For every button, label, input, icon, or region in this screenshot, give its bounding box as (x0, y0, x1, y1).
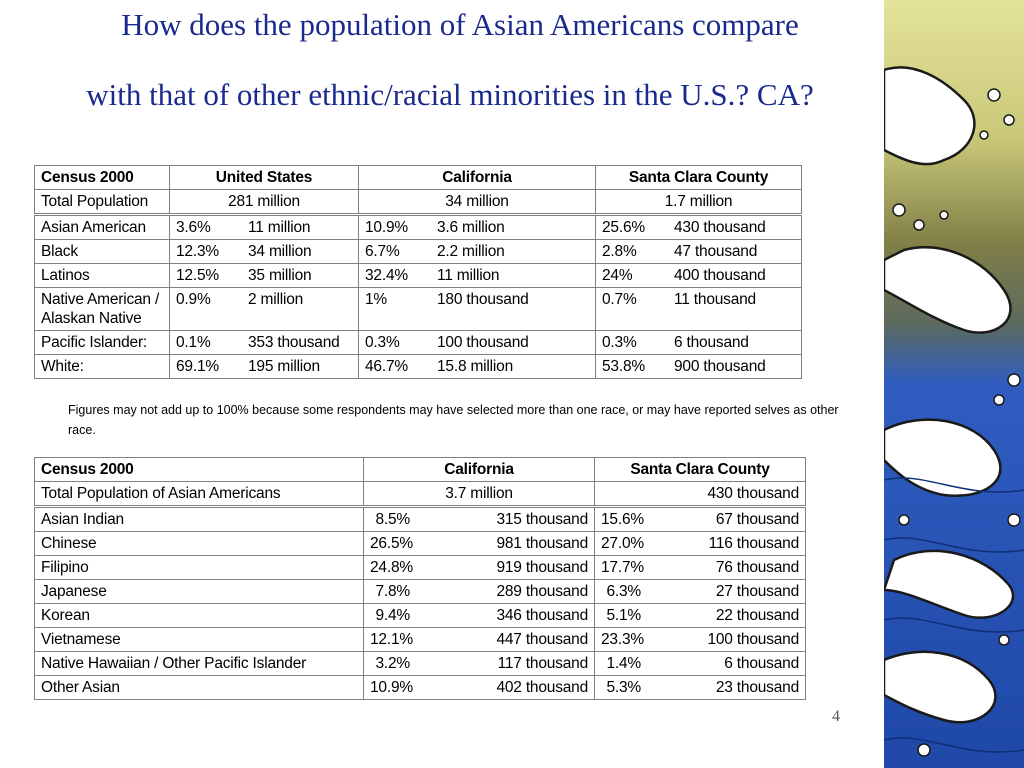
scc-cell (595, 556, 806, 580)
table-header-row (35, 166, 802, 190)
percent-value: 10.9% (365, 219, 408, 236)
count-value: 35 million (248, 267, 312, 284)
percent-value: 9.4% (375, 607, 410, 624)
percent-value: 2.8% (602, 243, 637, 260)
table-row (35, 604, 806, 628)
row-label: Chinese (35, 532, 364, 556)
count-value: 23 thousand (715, 679, 799, 696)
row-label: White: (35, 355, 170, 379)
percent-value: 24.8% (370, 559, 413, 576)
percent-value: 6.3% (606, 583, 641, 600)
us-cell (170, 215, 359, 240)
header-ca: California (359, 166, 596, 190)
row-label: Other Asian (35, 676, 364, 700)
count-value: 430 thousand (674, 219, 766, 236)
table-row (35, 355, 802, 379)
count-value: 67 thousand (715, 511, 799, 528)
row-label: Asian Indian (35, 507, 364, 532)
total-row (35, 482, 806, 507)
title-line-2: with that of other ethnic/racial minorities in the U.S.? CA? (86, 77, 814, 112)
row-label: Latinos (35, 264, 170, 288)
table-row (35, 331, 802, 355)
ca-cell (359, 264, 596, 288)
title-line-1: How does the population of Asian Americans compare (121, 7, 799, 42)
table-row (35, 556, 806, 580)
page-number: 4 (832, 708, 840, 725)
percent-value: 15.6% (601, 511, 644, 528)
table-row (35, 507, 806, 532)
ca-cell (364, 580, 595, 604)
count-value: 27 thousand (715, 583, 799, 600)
percent-value: 12.1% (370, 631, 413, 648)
table-row (35, 240, 802, 264)
ca-cell (359, 240, 596, 264)
header-census: Census 2000 (35, 458, 364, 482)
scc-cell (595, 532, 806, 556)
table-row (35, 652, 806, 676)
percent-value: 1.4% (606, 655, 641, 672)
percent-value: 32.4% (365, 267, 408, 284)
count-value: 11 thousand (674, 291, 756, 308)
count-value: 15.8 million (437, 358, 514, 375)
row-label: Black (35, 240, 170, 264)
scc-cell (596, 355, 802, 379)
percent-value: 10.9% (370, 679, 413, 696)
percent-value: 12.5% (176, 267, 219, 284)
count-value: 34 million (248, 243, 312, 260)
table-row (35, 580, 806, 604)
count-value: 402 thousand (496, 679, 588, 696)
header-us: United States (170, 166, 359, 190)
us-cell (170, 288, 359, 331)
percent-value: 27.0% (601, 535, 644, 552)
count-value: 100 thousand (437, 334, 529, 351)
row-label: Asian American (35, 215, 170, 240)
scc-cell (595, 580, 806, 604)
total-row (35, 190, 802, 215)
percent-value: 12.3% (176, 243, 219, 260)
percent-value: 3.6% (176, 219, 211, 236)
table-row (35, 288, 802, 331)
count-value: 400 thousand (674, 267, 766, 284)
count-value: 11 million (248, 219, 311, 236)
table-row (35, 628, 806, 652)
ca-cell (359, 355, 596, 379)
ca-cell (364, 652, 595, 676)
header-census: Census 2000 (35, 166, 170, 190)
scc-cell (596, 331, 802, 355)
table-row (35, 264, 802, 288)
count-value: 981 thousand (496, 535, 588, 552)
percent-value: 26.5% (370, 535, 413, 552)
percent-value: 24% (602, 267, 633, 284)
percent-value: 69.1% (176, 358, 219, 375)
count-value: 6 thousand (724, 655, 799, 672)
count-value: 76 thousand (715, 559, 799, 576)
scc-cell (596, 288, 802, 331)
table-row (35, 676, 806, 700)
scc-cell (595, 628, 806, 652)
slide-title (30, 8, 870, 112)
percent-value: 53.8% (602, 358, 645, 375)
total-scc: 430 thousand (595, 482, 806, 507)
percent-value: 0.3% (365, 334, 400, 351)
total-ca: 34 million (359, 190, 596, 215)
us-population-table (34, 165, 802, 379)
ca-cell (364, 507, 595, 532)
header-ca: California (364, 458, 595, 482)
percent-value: 17.7% (601, 559, 644, 576)
scc-cell (595, 507, 806, 532)
row-label: Native American / Alaskan Native (35, 288, 170, 331)
count-value: 47 thousand (674, 243, 758, 260)
count-value: 900 thousand (674, 358, 766, 375)
total-ca: 3.7 million (364, 482, 595, 507)
count-value: 117 thousand (497, 655, 588, 672)
wave-pattern-icon (884, 0, 1024, 768)
row-label: Filipino (35, 556, 364, 580)
scc-cell (596, 215, 802, 240)
total-label: Total Population (35, 190, 170, 215)
total-us: 281 million (170, 190, 359, 215)
total-scc: 1.7 million (596, 190, 802, 215)
count-value: 22 thousand (715, 607, 799, 624)
count-value: 195 million (248, 358, 320, 375)
scc-cell (595, 604, 806, 628)
count-value: 180 thousand (437, 291, 529, 308)
row-label: Japanese (35, 580, 364, 604)
percent-value: 1% (365, 291, 388, 308)
percent-value: 46.7% (365, 358, 408, 375)
total-label: Total Population of Asian Americans (35, 482, 364, 507)
row-label: Korean (35, 604, 364, 628)
count-value: 2 million (248, 291, 304, 308)
us-cell (170, 355, 359, 379)
scc-cell (596, 264, 802, 288)
us-cell (170, 331, 359, 355)
row-label: Pacific Islander: (35, 331, 170, 355)
count-value: 289 thousand (496, 583, 588, 600)
count-value: 447 thousand (496, 631, 588, 648)
percent-value: 0.3% (602, 334, 637, 351)
count-value: 6 thousand (674, 334, 749, 351)
percent-value: 0.7% (602, 291, 637, 308)
row-label: Vietnamese (35, 628, 364, 652)
table-row (35, 215, 802, 240)
percent-value: 0.1% (176, 334, 211, 351)
ca-cell (359, 215, 596, 240)
ca-cell (364, 604, 595, 628)
scc-cell (595, 676, 806, 700)
asian-subgroup-table (34, 457, 806, 700)
scc-cell (595, 652, 806, 676)
percent-value: 7.8% (375, 583, 410, 600)
footnote: Figures may not add up to 100% because some respondents may have selected more than one race, or may have reported selves as other race. (68, 403, 839, 437)
count-value: 116 thousand (708, 535, 799, 552)
percent-value: 25.6% (602, 219, 645, 236)
row-label: Native Hawaiian / Other Pacific Islander (35, 652, 364, 676)
table-row (35, 532, 806, 556)
percent-value: 23.3% (601, 631, 644, 648)
count-value: 11 million (437, 267, 500, 284)
header-scc: Santa Clara County (595, 458, 806, 482)
ca-cell (364, 532, 595, 556)
us-cell (170, 264, 359, 288)
percent-value: 3.2% (375, 655, 410, 672)
percent-value: 5.1% (606, 607, 641, 624)
count-value: 2.2 million (437, 243, 505, 260)
percent-value: 5.3% (606, 679, 641, 696)
count-value: 353 thousand (248, 334, 340, 351)
percent-value: 0.9% (176, 291, 211, 308)
count-value: 3.6 million (437, 219, 505, 236)
scc-cell (596, 240, 802, 264)
percent-value: 8.5% (375, 511, 410, 528)
count-value: 919 thousand (496, 559, 588, 576)
ca-cell (364, 676, 595, 700)
ca-cell (359, 288, 596, 331)
count-value: 100 thousand (707, 631, 799, 648)
table-header-row (35, 458, 806, 482)
count-value: 346 thousand (496, 607, 588, 624)
count-value: 315 thousand (496, 511, 588, 528)
us-cell (170, 240, 359, 264)
header-scc: Santa Clara County (596, 166, 802, 190)
percent-value: 6.7% (365, 243, 400, 260)
ca-cell (359, 331, 596, 355)
ca-cell (364, 556, 595, 580)
ca-cell (364, 628, 595, 652)
